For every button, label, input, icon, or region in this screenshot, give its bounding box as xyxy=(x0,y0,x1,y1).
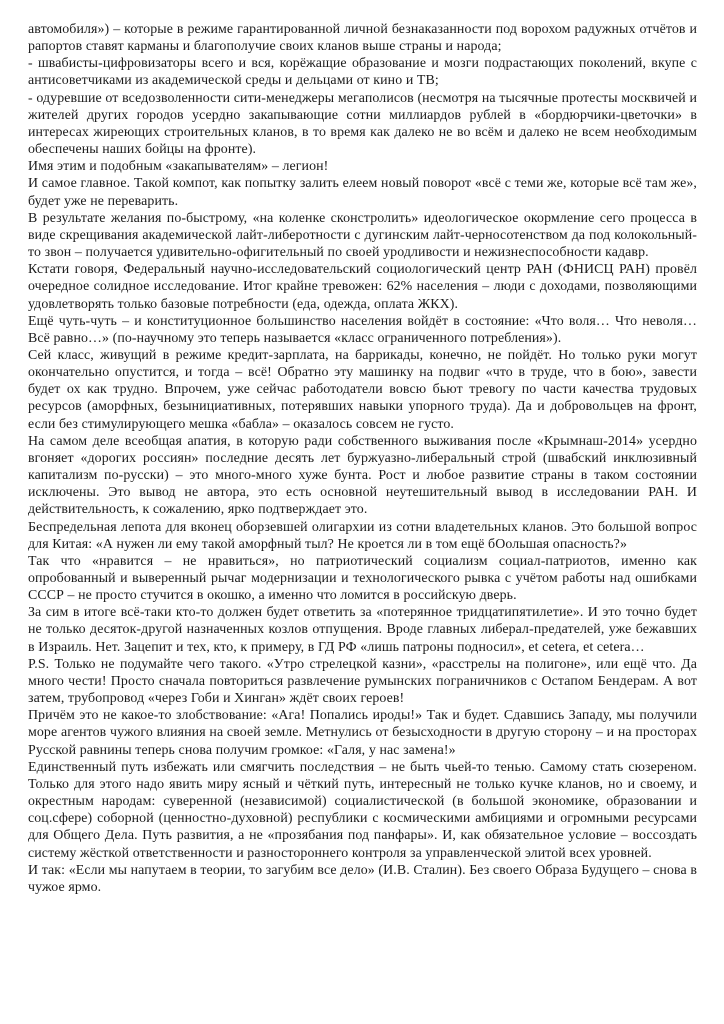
paragraph-continuation: автомобиля») – которые в режиме гарантированной личной безнаказанности под ворохом радужных отчётов и рапортов ставят карманы и благополучие своих кланов выше страны и народа; xyxy=(28,22,697,55)
paragraph: Ещё чуть-чуть – и конституционное большинство населения войдёт в состояние: «Что воля… Что неволя… Всё равно…» (по-научному это теперь называется «класс ограниченного потребления»). xyxy=(28,313,697,346)
paragraph-list-item: - швабисты-цифровизаторы всего и вся, корёжащие образование и мозги подрастающих поколений, вкупе с антисоветчиками из академической среды и дельцами от кино и ТВ; xyxy=(28,56,697,89)
paragraph: За сим в итоге всё-таки кто-то должен будет ответить за «потерянное тридцатипятилетие». И это точно будет не только десяток-другой назначенных козлов отпущения. Вроде главных либерал-предателей, уже бежавших в Израиль. Нет. Зацепит и тех, кто, к примеру, в ГД РФ «лишь патроны подносил», et cetera, et cetera… xyxy=(28,605,697,655)
paragraph: Сей класс, живущий в режиме кредит-зарплата, на баррикады, конечно, не пойдёт. Но только руки могут окончательно опустится, и тогда – всё! Обратно эту машинку на подвиг «что в труде, что в бою», завести будет ох как трудно. Впрочем, уже сейчас работодатели вовсю бьют тревогу по части качества трудовых ресурсов (аморфных, безынициативных, потерявших навыки упорного труда). Да и добровольцев на фронт, если без стимулирующего мешка «бабла» – оказалось совсем не густо. xyxy=(28,347,697,432)
paragraph: Кстати говоря, Федеральный научно-исследовательский социологический центр РАН (ФНИСЦ РАН) провёл очередное солидное исследование. Итог крайне тревожен: 62% населения – люди с доходами, позволяющими удовлетворять только базовые потребности (еда, одежда, оплата ЖКХ). xyxy=(28,262,697,312)
paragraph: Так что «нравится – не нравиться», но патриотический социализм социал-патриотов, именно как опробованный и выверенный рычаг модернизации и технологического рывка с учётом работы над ошибками СССР – не просто стучится в окошко, а именно что ломится в российскую дверь. xyxy=(28,553,697,604)
paragraph: Причём это не какое-то злобствование: «Ага! Попались ироды!» Так и будет. Сдавшись Западу, мы получили море агентов чужого влияния на своей земле. Метнулись от безысходности в другую сторону – и на просторах Русской равнины теперь снова получим громкое: «Галя, у нас замена!» xyxy=(28,708,697,758)
paragraph-postscript: P.S. Только не подумайте чего такого. «Утро стрелецкой казни», «расстрелы на полигоне», или ещё что. Да много чести! Просто сначала повториться развлечение румынских пограничников с Остапом Бендерам. А вот затем, трубопровод «через Гоби и Хинган» ждёт своих героев! xyxy=(28,656,697,707)
paragraph-list-item: - одуревшие от вседозволенности сити-менеджеры мегаполисов (несмотря на тысячные протесты москвичей и жителей других городов усердно закапывающие сотни миллиардов рублей в «бордюрчики-цветочки» в интересах жиреющих строительных кланов, в то время как далеко не во всём и далеко не всем необходимым обеспечены наших бойцы на фронте). xyxy=(28,90,697,158)
paragraph: В результате желания по-быстрому, «на коленке сконстролить» идеологическое окормление сего процесса в виде скрещивания академической лайт-либеротности с дугинским лайт-черносотенством да под колокольный-то звон – получается удивительно-офигительный по своей уродливости и нежизнеспособности кадавр. xyxy=(28,210,697,261)
paragraph: Имя этим и подобным «закапывателям» – легион! xyxy=(28,159,329,175)
paragraph: И самое главное. Такой компот, как попытку залить елеем новый поворот «всё с теми же, которые всё там же», будет уже не переварить. xyxy=(28,176,697,209)
paragraph: Единственный путь избежать или смягчить последствия – не быть чьей-то тенью. Самому стать сюзереном. Только для этого надо явить миру ясный и чёткий путь, интересный не только кучке кланов, но и своему, и окрестным народам: суверенной (независимой) социалистической (в большой экономике, образовании и соц.сфере) соборной (ценностно-духовной) республики с космическими амбициями и огромными ресурсами для Общего Дела. Путь развития, а не «прозябания под панфары». И, как обязательное условие – воссоздать систему жёсткой ответственности и разностороннего контроля за управленческой элитой всех уровней. xyxy=(28,759,697,861)
paragraph: Беспредельная лепота для вконец оборзевшей олигархии из сотни владетельных кланов. Это большой вопрос для Китая: «А нужен ли ему такой аморфный тыл? Не кроется ли в том ещё бОольшая опасность?» xyxy=(28,519,697,552)
paragraph-closing: И так: «Если мы напутаем в теории, то загубим все дело» (И.В. Сталин). Без своего Образа Будущего – снова в чужое ярмо. xyxy=(28,862,697,895)
paragraph: На самом деле всеобщая апатия, в которую ради собственного выживания после «Крымнаш-2014» усердно вгоняет «дорогих россиян» последние десять лет буржуазно-либеральный строй (швабский инклюзивный капитализм по-русски) – это много-много хуже бунта. Рост и любое развитие страны в таком состоянии исключены. Это вывод не автора, это есть основной неутешительный вывод в исследовании РАН. И действительность, к сожалению, ярко подтверждает это. xyxy=(28,433,697,518)
